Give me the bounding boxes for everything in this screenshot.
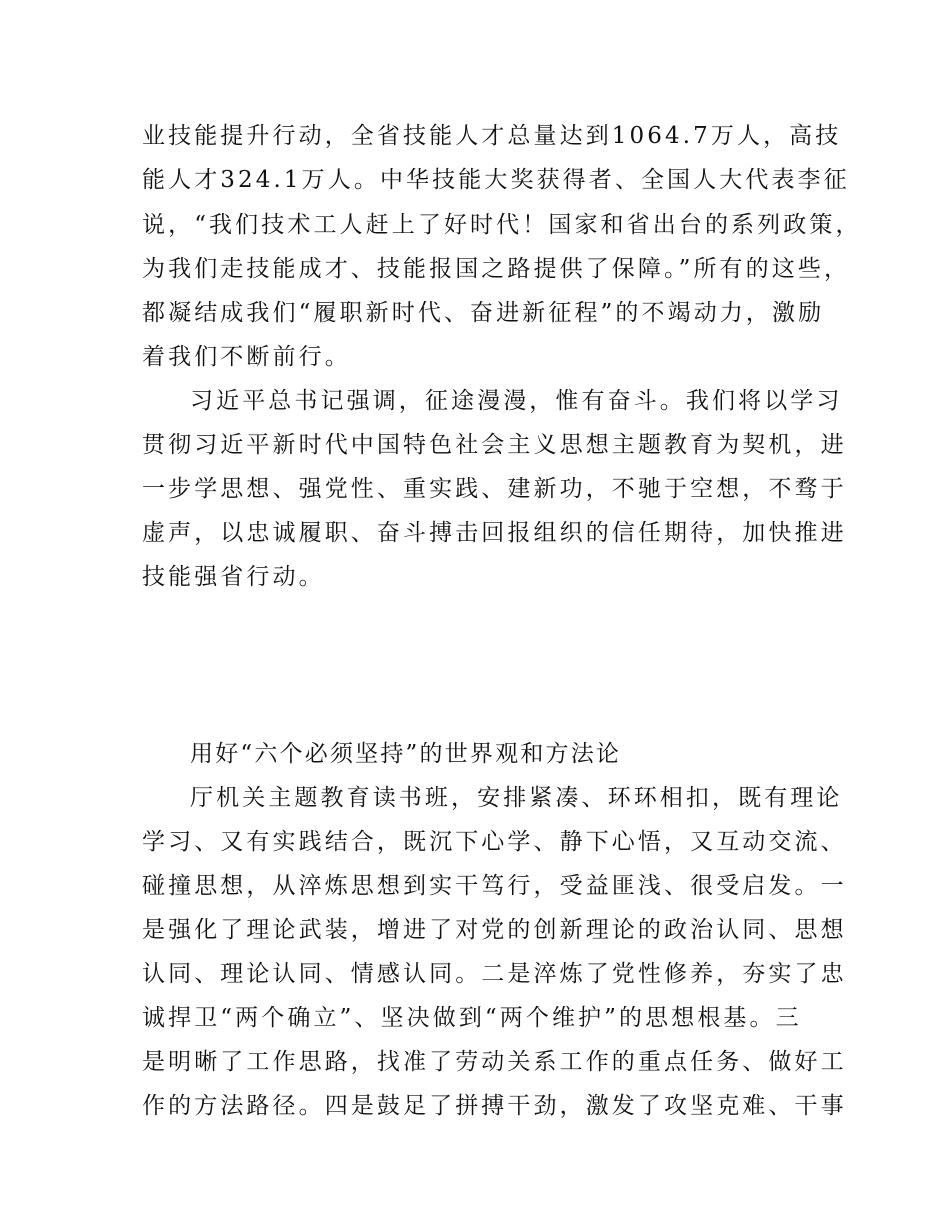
paragraph-line: 诚捍卫“两个确立”、坚决做到“两个维护”的思想根基。三 <box>142 1005 802 1031</box>
paragraph-line: 厅机关主题教育读书班，安排紧凑、环环相扣，既有理论 <box>190 785 843 811</box>
paragraph-line: 贯彻习近平新时代中国特色社会主义思想主题教育为契机，进 <box>142 432 847 458</box>
paragraph-line: 是强化了理论武装，增进了对党的创新理论的政治认同、思想 <box>142 917 847 943</box>
paragraph-line: 一步学思想、强党性、重实践、建新功，不驰于空想，不骛于 <box>142 476 847 502</box>
paragraph-line: 是明晰了工作思路，找准了劳动关系工作的重点任务、做好工 <box>142 1049 847 1075</box>
paragraph-line: 学习、又有实践结合，既沉下心学、静下心悟，又互动交流、 <box>142 829 847 855</box>
paragraph-line: 都凝结成我们“履职新时代、奋进新征程”的不竭动力，激励 <box>142 300 825 326</box>
paragraph-line: 认同、理论认同、情感认同。二是淬炼了党性修养，夯实了忠 <box>142 961 847 987</box>
paragraph-line: 技能强省行动。 <box>142 564 325 590</box>
paragraph-line: 习近平总书记强调，征途漫漫，惟有奋斗。我们将以学习 <box>190 388 843 414</box>
paragraph-line: 作的方法路径。四是鼓足了拼搏干劲，激发了攻坚克难、干事 <box>142 1093 847 1119</box>
paragraph-line: 着我们不断前行。 <box>142 344 351 370</box>
paragraph-line: 业技能提升行动，全省技能人才总量达到1064.7万人，高技 <box>142 123 842 149</box>
paragraph-line: 碰撞思想，从淬炼思想到实干笃行，受益匪浅、很受启发。一 <box>142 873 847 899</box>
paragraph-line: 为我们走技能成才、技能报国之路提供了保障。”所有的这些， <box>142 256 851 282</box>
section-title: 用好“六个必须坚持”的世界观和方法论 <box>190 741 622 767</box>
paragraph-line: 虚声，以忠诚履职、奋斗搏击回报组织的信任期待，加快推进 <box>142 520 847 546</box>
paragraph-line: 说，“我们技术工人赶上了好时代！国家和省出台的系列政策， <box>142 212 862 238</box>
paragraph-line: 能人才324.1万人。中华技能大奖获得者、全国人大代表李征 <box>142 167 850 193</box>
